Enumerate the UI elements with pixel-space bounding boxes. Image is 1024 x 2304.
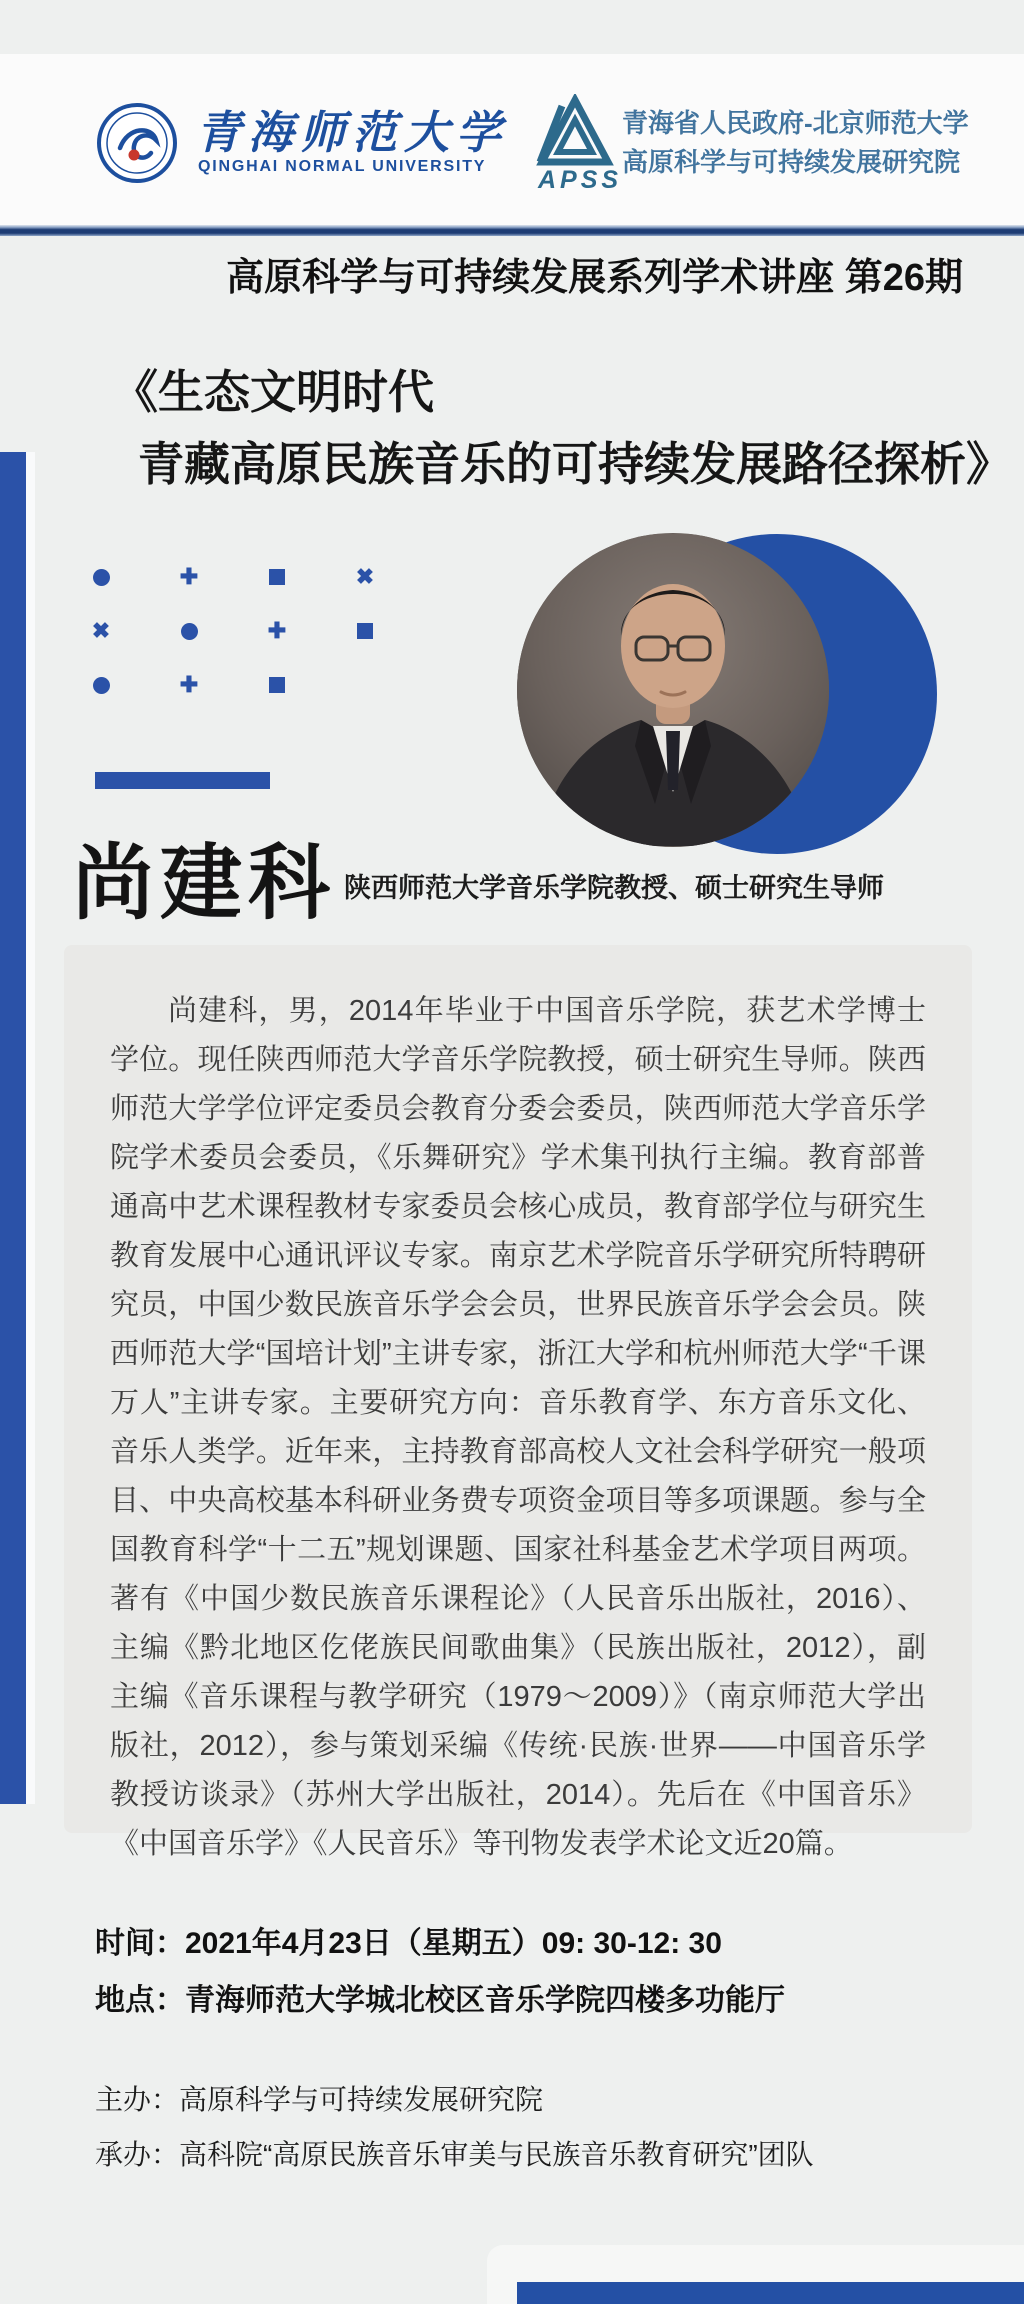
lecture-title-line1: 《生态文明时代 — [112, 366, 434, 418]
left-accent-bar-edge — [26, 452, 35, 1804]
institute-name — [622, 104, 969, 182]
event-time-row — [95, 1918, 722, 1962]
speaker-bio-text: 尚建科，男，2014年毕业于中国音乐学院，获艺术学博士学位。现任陕西师范大学音乐学院教授，硕士研究生导师。陕西师范大学学位评定委员会教育分委会委员，陕西师范大学音乐学院学术委员会委员，《乐舞研究》学术集刊执行主编。教育部普通高中艺术课程教材专家委员会核心成员，教育部学位与研究生教育发展中心通讯评议专家。南京艺术学院音乐学研究所特聘研究员，中国少数民族音乐学会会员，世界民族音乐学会会员。陕西师范大学“国培计划”主讲专家，浙江大学和杭州师范大学“千课万人”主讲专家。主要研究方向：音乐教育学、东方音乐文化、音乐人类学。近年来，主持教育部高校人文社会科学研究一般项目、中央高校基本科研业务费专项资金项目等多项课题。参与全国教育科学“十二五”规划课题、国家社科基金艺术学项目两项。著有《中国少数民族音乐课程论》（人民音乐出版社，2016）、主编《黔北地区仡佬族民间歌曲集》（民族出版社，2012），副主编《音乐课程与教学研究（1979～2009）》（南京师范大学出版社，2012），参与策划采编《传统·民族·世界——中国音乐学教授访谈录》（苏州大学出版社，2014）。先后在《中国音乐》《中国音乐学》《人民音乐》等刊物发表学术论文近20篇。 — [110, 995, 926, 1860]
header-divider-rule — [0, 225, 1024, 236]
undertaker-value: 高科院“高原民族音乐审美与民族音乐教育研究”团队 — [179, 2139, 814, 2170]
square-shape-icon — [266, 566, 288, 588]
undertaker-row — [95, 2133, 814, 2173]
square-shape-icon — [354, 620, 376, 642]
speaker-name: 尚建科 — [72, 835, 337, 931]
decor-shape-grid — [90, 566, 376, 696]
host-value: 高原科学与可持续发展研究院 — [179, 2084, 544, 2115]
apss-logo-text: APSS — [538, 166, 623, 194]
cross-shape-icon: ✖ — [355, 564, 375, 589]
institute-line1: 青海省人民政府-北京师范大学 — [622, 108, 969, 138]
name-underline-bar — [95, 772, 270, 789]
circle-shape-icon — [90, 566, 112, 588]
lecture-title-line2: 青藏高原民族音乐的可持续发展路径探析》 — [138, 438, 1012, 490]
bottom-corner-blue-bar — [517, 2282, 1024, 2304]
plus-shape-icon: ✚ — [179, 564, 199, 589]
event-venue-value: 青海师范大学城北校区音乐学院四楼多功能厅 — [185, 1984, 785, 2017]
speaker-bio-box — [64, 945, 972, 1860]
host-label: 主办： — [95, 2084, 180, 2115]
qhnu-seal-icon — [96, 102, 178, 184]
speaker-photo — [517, 533, 829, 847]
apss-triangle-logo-icon — [532, 94, 618, 168]
undertaker-label: 承办： — [95, 2139, 180, 2170]
plus-shape-icon: ✚ — [267, 618, 287, 643]
cross-shape-icon: ✖ — [91, 618, 111, 643]
plus-shape-icon: ✚ — [179, 672, 199, 697]
event-time-value: 2021年4月23日（星期五）09: 30-12: 30 — [185, 1927, 722, 1960]
university-name-zh: 青海师范大学 — [196, 106, 509, 159]
university-name-en: QINGHAI NORMAL UNIVERSITY — [198, 158, 487, 175]
header-band — [0, 54, 1024, 226]
host-row — [95, 2078, 543, 2118]
event-venue-row — [95, 1975, 785, 2019]
left-accent-bar — [0, 452, 26, 1804]
institute-line2: 高原科学与可持续发展研究院 — [622, 147, 961, 177]
circle-shape-icon — [90, 674, 112, 696]
speaker-title: 陕西师范大学音乐学院教授、硕士研究生导师 — [344, 873, 884, 904]
circle-shape-icon — [178, 620, 200, 642]
series-banner-title: 高原科学与可持续发展系列学术讲座 第26期 — [226, 257, 963, 299]
event-time-label: 时间： — [95, 1927, 185, 1960]
square-shape-icon — [266, 674, 288, 696]
event-venue-label: 地点： — [95, 1984, 185, 2017]
speaker-portrait-illustration — [517, 533, 829, 847]
